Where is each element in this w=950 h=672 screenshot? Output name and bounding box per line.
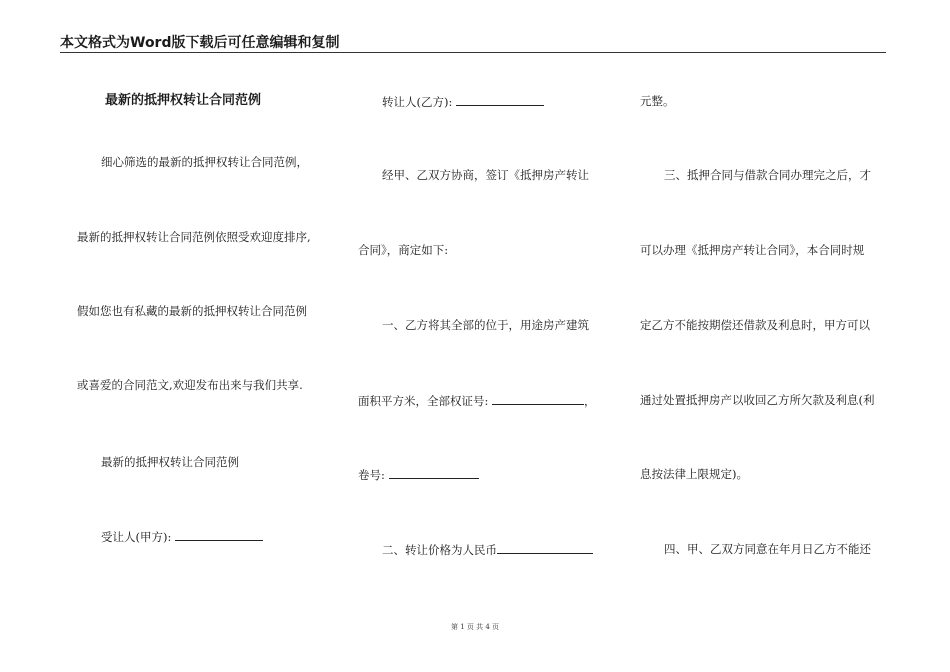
clause-2-text: 二、转让价格为人民币 (382, 543, 497, 557)
document-header: 本文格式为Word版下载后可任意编辑和复制 (60, 34, 886, 53)
clause-2-line-1 (382, 542, 593, 557)
clause-1-line-3 (358, 467, 479, 482)
clause-3-line-3: 定乙方不能按期偿还借款及利息时，甲方可以 (640, 318, 870, 332)
volume-label: 卷号: (358, 468, 389, 482)
certificate-number-blank (492, 393, 584, 405)
volume-number-blank (389, 467, 479, 479)
party-a-blank (175, 529, 263, 541)
document-title: 最新的抵押权转让合同范例 (105, 93, 262, 108)
party-b-blank (456, 94, 544, 106)
clause-4-line-1: 四、甲、乙双方同意在年月日乙方不能还 (664, 542, 871, 556)
party-a-line (101, 529, 263, 544)
clause-3-line-5: 息按法律上限规定)。 (640, 467, 748, 481)
agreement-line-2: 合同》，商定如下: (358, 243, 449, 257)
intro-line-3: 假如您也有私藏的最新的抵押权转让合同范例 (77, 304, 307, 318)
agreement-line-1: 经甲、乙双方协商，签订《抵押房产转让 (382, 168, 589, 182)
clause-3-line-4: 通过处置抵押房产以收回乙方所欠款及利息(利 (640, 393, 875, 407)
section-subtitle: 最新的抵押权转让合同范例 (101, 455, 239, 469)
clause-1-line-2 (358, 393, 596, 408)
party-b-line (382, 94, 544, 109)
party-b-label: 转让人(乙方): (382, 95, 457, 109)
intro-line-1: 细心筛选的最新的抵押权转让合同范例， (101, 155, 308, 169)
clause-1-line-1: 一、乙方将其全部的位于，用途房产建筑 (382, 318, 589, 332)
price-suffix: 元整。 (640, 94, 675, 108)
clause-3-line-2: 可以办理《抵押房产转让合同》，本合同时规 (640, 243, 865, 257)
page-number: 第 1 页 共 4 页 (450, 623, 500, 631)
price-blank (497, 542, 593, 554)
clause-3-line-1: 三、抵押合同与借款合同办理完之后，才 (664, 168, 871, 182)
intro-line-4: 或喜爱的合同范文,欢迎发布出来与我们共享. (77, 378, 303, 392)
clause-1-certificate-label: 面积平方米，全部权证号: (358, 394, 493, 408)
party-a-label: 受让人(甲方): (101, 530, 176, 544)
intro-line-2: 最新的抵押权转让合同范例依照受欢迎度排序, (77, 230, 311, 244)
clause-1-comma: ， (584, 394, 596, 408)
